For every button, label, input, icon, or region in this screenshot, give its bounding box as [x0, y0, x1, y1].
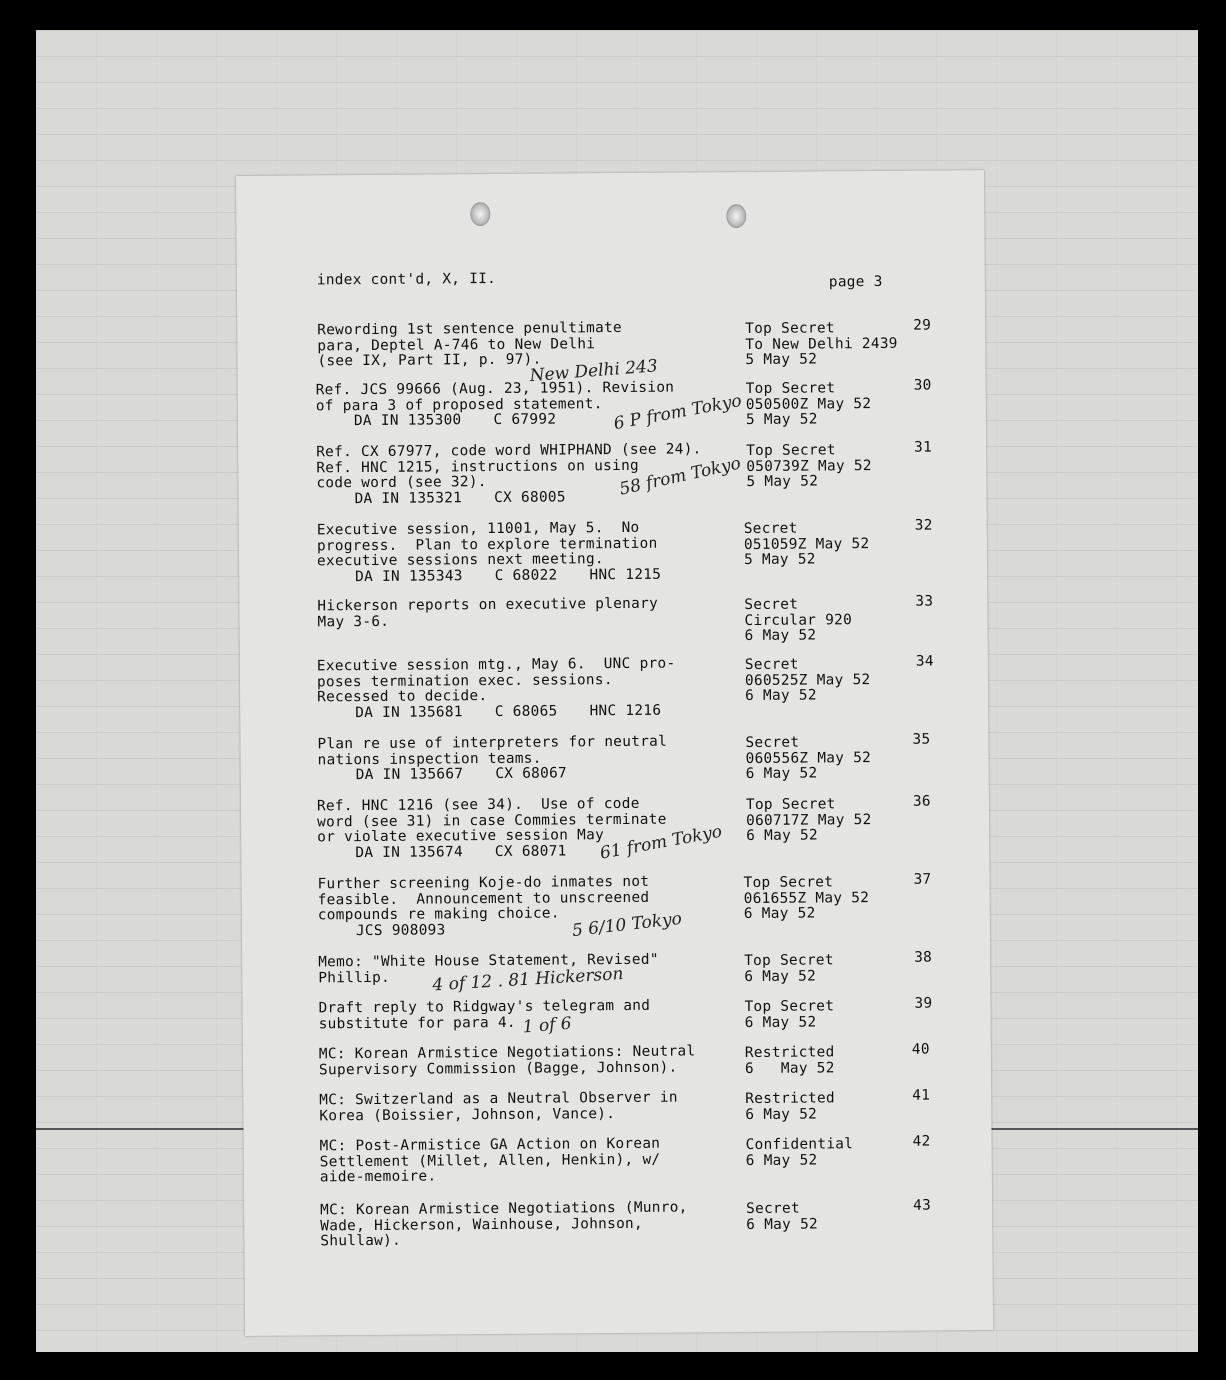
punch-hole — [726, 204, 746, 228]
entry-number: 40 — [911, 1041, 930, 1058]
dispatch-info: 6 May 52 — [744, 627, 817, 645]
message-reference: C 68065 — [494, 702, 558, 720]
classification-block — [745, 657, 935, 705]
dispatch-info: 6 May 52 — [743, 905, 816, 923]
entry-number: 36 — [912, 793, 931, 810]
entry-number: 38 — [914, 949, 933, 966]
index-header: index cont'd, X, II. — [316, 270, 497, 289]
classification-label: Secret — [745, 734, 800, 752]
message-reference: DA IN 135343 — [355, 567, 463, 585]
message-reference: HNC 1215 — [589, 566, 662, 583]
description-line: progress. Plan to explore termination — [316, 535, 658, 554]
description-line: Draft reply to Ridgway's telegram and — [318, 997, 651, 1017]
dispatch-info: 6 May 52 — [746, 827, 818, 845]
classification-block — [745, 1091, 935, 1123]
entry-number: 39 — [914, 995, 933, 1012]
description-line: Supervisory Commission (Bagge, Johnson). — [318, 1059, 678, 1078]
message-reference: JCS 908093 — [355, 921, 446, 939]
dispatch-info: 6 May 52 — [745, 1151, 818, 1169]
index-entry — [242, 995, 990, 1038]
index-entry — [240, 731, 988, 784]
classification-label: Secret — [746, 1200, 800, 1218]
description-line: Phillip. — [318, 969, 391, 986]
entry-number: 43 — [913, 1197, 932, 1214]
dispatch-info: 6 May 52 — [744, 1013, 817, 1031]
dispatch-info: 5 May 52 — [745, 351, 818, 369]
classification-block — [744, 597, 934, 645]
entry-description — [317, 320, 737, 370]
message-reference: CX 68005 — [494, 488, 566, 506]
index-entry — [242, 871, 990, 942]
classification-label: Confidential — [745, 1136, 854, 1154]
index-entry — [241, 793, 989, 864]
description-line: of para 3 of proposed statement. — [315, 395, 603, 414]
entry-number: 30 — [913, 377, 932, 394]
description-line: Plan re use of interpreters for neutral — [317, 733, 668, 753]
entry-number: 29 — [913, 317, 932, 334]
dispatch-info: 6 May 52 — [744, 967, 817, 985]
message-reference: CX 68071 — [494, 842, 567, 860]
message-reference: C 68022 — [494, 566, 558, 584]
classification-label: Top Secret — [745, 320, 835, 338]
page-number: page 3 — [828, 273, 883, 291]
dispatch-info: 5 May 52 — [746, 473, 819, 491]
description-line: feasible. Announcement to unscreened — [317, 889, 650, 908]
classification-block — [744, 875, 934, 923]
description-line: Ref. JCS 99666 (Aug. 23, 1951). Revision — [315, 379, 675, 399]
description-line: substitute for para 4. — [318, 1014, 516, 1032]
description-line: Ref. HNC 1215, instructions on using — [316, 457, 640, 476]
index-entry — [244, 1197, 992, 1250]
entry-description — [317, 520, 737, 585]
index-entry — [238, 439, 986, 507]
entry-number: 33 — [915, 593, 934, 610]
classification-label: Top Secret — [745, 796, 836, 814]
entry-description — [317, 734, 737, 784]
description-line: May 3-6. — [317, 613, 390, 630]
classification-label: Top Secret — [744, 998, 835, 1016]
classification-block — [745, 735, 935, 783]
classification-label: Top Secret — [744, 952, 834, 970]
description-line: Korea (Boissier, Johnson, Vance). — [319, 1105, 616, 1124]
entry-number: 42 — [912, 1133, 931, 1150]
entry-description — [317, 596, 737, 630]
entry-number: 41 — [912, 1087, 931, 1104]
dispatch-info: 050500Z May 52 — [745, 395, 872, 413]
classification-label: Secret — [743, 520, 798, 538]
description-line: Executive session, 11001, May 5. No — [316, 519, 640, 539]
entry-description — [320, 1200, 740, 1250]
description-line: Hickerson reports on executive plenary — [317, 595, 659, 615]
classification-block — [746, 381, 936, 429]
message-reference: DA IN 135674 — [355, 843, 463, 861]
handwritten-note: New Delhi 243 — [528, 356, 659, 387]
message-references — [318, 765, 738, 784]
classification-label: Secret — [744, 596, 799, 614]
entry-description — [319, 1090, 739, 1124]
description-line: Ref. HNC 1216 (see 34). Use of code — [316, 795, 640, 815]
classification-block — [746, 443, 936, 491]
message-reference: CX 68067 — [495, 765, 568, 782]
entry-number: 35 — [912, 731, 931, 748]
entry-number: 32 — [914, 517, 933, 534]
description-line: or violate executive session May — [317, 827, 605, 846]
message-reference: DA IN 135321 — [354, 489, 463, 507]
index-entry — [243, 1087, 991, 1124]
description-line: compounds re making choice. — [317, 905, 560, 924]
description-line: Recessed to decide. — [317, 688, 488, 706]
description-line: Rewording 1st sentence penultimate — [317, 319, 623, 339]
description-line: Memo: "White House Statement, Revised" — [318, 951, 659, 971]
index-entry — [239, 593, 987, 645]
description-line: Settlement (Millet, Allen, Henkin), w/ — [319, 1151, 661, 1170]
classification-block — [745, 1045, 935, 1077]
message-reference: DA IN 135681 — [355, 703, 463, 721]
description-line: poses termination exec. sessions. — [316, 671, 613, 690]
message-reference: C 67992 — [493, 411, 557, 428]
dispatch-info: 5 May 52 — [743, 551, 816, 569]
dispatch-info: 051059Z May 52 — [743, 535, 870, 553]
index-entry — [244, 1133, 992, 1186]
classification-block — [746, 1201, 936, 1233]
description-line: Ref. CX 67977, code word WHIPHAND (see 24). — [316, 441, 702, 461]
classification-block — [744, 999, 934, 1031]
dispatch-info: 6 May 52 — [745, 1105, 818, 1123]
message-references — [316, 489, 736, 508]
entry-description — [319, 1044, 739, 1078]
classification-label: Restricted — [745, 1090, 835, 1108]
description-line: MC: Post-Armistice GA Action on Korean — [319, 1135, 661, 1155]
message-references — [317, 567, 737, 586]
description-line: word (see 31) in case Commies terminate — [317, 811, 667, 830]
message-reference: DA IN 135300 — [353, 412, 462, 430]
description-line: code word (see 32). — [316, 474, 487, 492]
handwritten-note: 4 of 12 . 81 Hickerson — [431, 963, 624, 996]
handwritten-note: 1 of 6 — [521, 1013, 573, 1038]
classification-label: Top Secret — [745, 380, 836, 398]
description-line: MC: Switzerland as a Neutral Observer in — [319, 1089, 678, 1109]
description-line: nations inspection teams. — [317, 750, 542, 768]
dispatch-info: 060556Z May 52 — [745, 749, 872, 767]
index-entry — [240, 653, 988, 721]
dispatch-info: 061655Z May 52 — [743, 889, 870, 907]
description-line: Wade, Hickerson, Wainhouse, Johnson, — [320, 1215, 644, 1234]
description-line: executive sessions next meeting. — [316, 551, 604, 570]
entry-number: 34 — [915, 653, 934, 670]
handwritten-note: 58 from Tokyo — [617, 453, 743, 500]
document-page — [236, 170, 993, 1336]
classification-block — [744, 953, 934, 985]
message-reference: DA IN 135667 — [355, 766, 464, 784]
entry-description — [317, 656, 737, 721]
index-entry — [243, 1041, 991, 1078]
entry-description — [317, 796, 737, 861]
description-line: (see IX, Part II, p. 97). — [317, 351, 542, 370]
classification-block — [745, 321, 935, 369]
dispatch-info: Circular 920 — [744, 611, 853, 629]
handwritten-note: 6 P from Tokyo — [612, 390, 744, 435]
classification-label: Top Secret — [743, 874, 834, 892]
description-line: Further screening Koje-do inmates not — [317, 873, 650, 893]
classification-block — [746, 1137, 936, 1169]
entry-description — [320, 1136, 740, 1186]
message-reference: HNC 1216 — [589, 702, 662, 719]
classification-label: Secret — [744, 656, 799, 674]
description-line: aide-memoire. — [319, 1168, 437, 1186]
dispatch-info: 5 May 52 — [745, 411, 818, 429]
dispatch-info: 6 May 52 — [745, 765, 818, 783]
punch-hole — [470, 202, 490, 226]
entry-number: 31 — [914, 439, 933, 456]
description-line: Executive session mtg., May 6. UNC pro- — [316, 655, 676, 675]
index-entry — [239, 517, 987, 585]
description-line: MC: Korean Armistice Negotiations (Munro, — [320, 1199, 688, 1219]
description-line: MC: Korean Armistice Negotiations: Neutral — [318, 1043, 696, 1063]
entry-number: 37 — [913, 871, 932, 888]
message-references — [317, 703, 737, 722]
index-entry — [242, 949, 990, 996]
dispatch-info: 060525Z May 52 — [744, 671, 871, 689]
dispatch-info: 060717Z May 52 — [746, 811, 872, 829]
description-line: Shullaw). — [320, 1232, 402, 1250]
classification-label: Top Secret — [746, 442, 836, 460]
handwritten-note: 5 6/10 Tokyo — [571, 908, 683, 942]
classification-label: Restricted — [744, 1044, 835, 1062]
handwritten-note: 61 from Tokyo — [598, 821, 724, 864]
dispatch-info: 6 May 52 — [746, 1215, 819, 1233]
dispatch-info: 050739Z May 52 — [746, 457, 872, 475]
classification-block — [746, 797, 936, 845]
dispatch-info: 6 May 52 — [745, 687, 817, 705]
description-line: para, Deptel A-746 to New Delhi — [317, 335, 596, 354]
dispatch-info: 6 May 52 — [744, 1059, 835, 1077]
classification-block — [744, 521, 934, 569]
dispatch-info: To New Delhi 2439 — [745, 335, 898, 353]
